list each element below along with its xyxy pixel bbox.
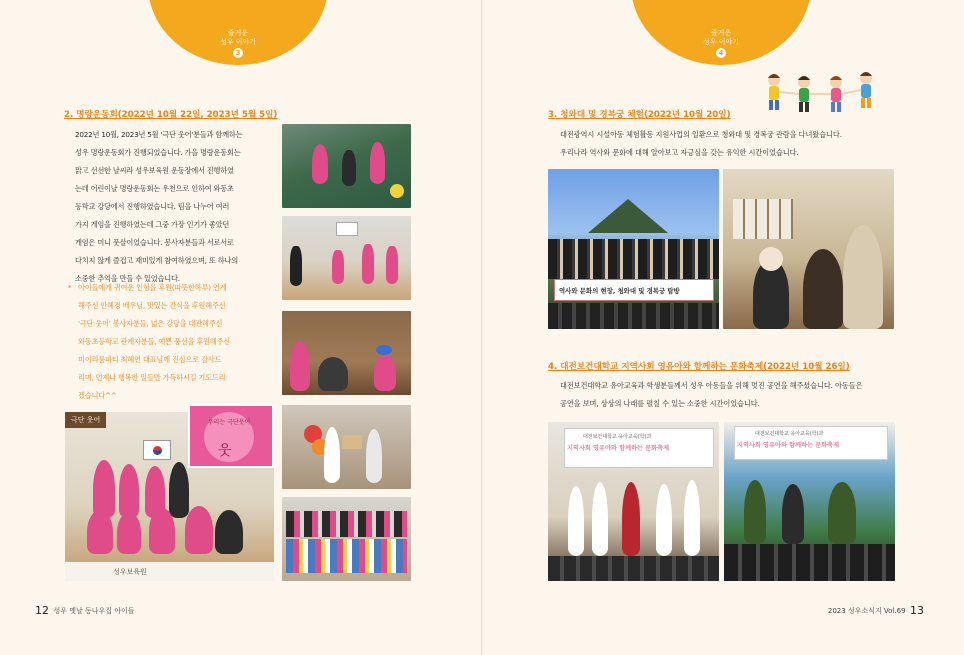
photo-gift-giving [282,405,411,489]
header-number-right: 4 [716,48,726,58]
section3-paragraph [560,126,960,162]
kids-illustration [760,70,890,120]
text-line: 대전보건대학교 유아교육과 학생분들께서 성우 아동들을 위해 멋진 공연을 해주셨습니다. 아동들은 [560,381,863,390]
text-line: 2022년 10월, 2023년 5월 '극단 웃어'분들과 함께하는 [75,130,243,139]
shirt-text: 우리는 극단웃어 [207,419,251,426]
text-line: 공연을 보며, 상상의 나래를 펼칠 수 있는 소중한 시간이었습니다. [560,399,760,408]
trip-banner: 역사와 문화의 현장, 청와대 및 경복궁 탐방 [559,287,680,295]
photo-cheongwadae-group [548,169,719,329]
text-line: 대전광역시 시설아동 체험활동 지원사업의 일환으로 청와대 및 경복궁 관람을 다녀왔습니다. [560,130,842,139]
stage-main-right: 지역사회 영유아와 함께하는 문화축제 [737,442,840,449]
section-header-badge-right [631,0,811,65]
photo-outdoor-game [282,124,411,208]
section3-title-text: 3. 청와대 및 경복궁 체험 [548,110,644,120]
text-line: 성우 명랑운동회가 진행되었습니다. 가을 명랑운동회는 [75,148,241,157]
thanks-note [68,279,273,405]
header-line1: 즐거운 [227,29,249,37]
section-header-badge [148,0,328,65]
section3-title [548,108,731,120]
header-number: 3 [233,48,243,58]
text-line: 다치지 않게 즐겁고 재미있게 참여하였으며, 또 하나의 [75,256,238,265]
section4-paragraph [560,377,960,413]
section4-title [548,360,850,372]
text-line: 겠습니다^^ [78,391,117,400]
text-line: 맑고 선선한 날씨라 성우보육원 운동장에서 진행하였 [75,166,234,175]
right-footer [828,604,924,617]
right-page [482,0,964,655]
right-footer-text: 2023 성우소식지 Vol.69 [827,607,906,615]
header-line2: 성우 이야기 [219,38,257,46]
section-paragraph [75,126,275,288]
text-line: 해주신 안혜경 배우님, 맛있는 간식을 후원해주신 [78,301,226,310]
photo-gym-futsal [282,216,411,300]
stage-top-right: 대전보건대학교 유아교육(학)과 [755,431,824,437]
text-line: 는데 어린이날 명랑운동회는 우천으로 인하여 와동초 [75,184,234,193]
text-line: 소중한 추억을 만들 수 있었습니다. [75,274,180,283]
section-title [64,108,277,120]
section4-date: (2022년 10월 26일) [763,362,850,372]
photo-palace-kids [723,169,894,329]
right-page-number: 13 [910,604,924,617]
header-line2-right: 성우 이야기 [702,38,740,46]
text-line: 가지 게임을 진행하였는데 그중 가장 인기가 좋았던 [75,220,230,229]
left-footer [35,604,135,617]
left-footer-text: 성우 옛날 동나우집 아이들 [53,607,135,615]
photo-group-kids [282,497,411,581]
section-title-text: 2. 명랑운동회 [64,110,118,120]
header-line1-right: 즐거운 [710,29,732,37]
stage-top-left: 대전보건대학교 유아교육(학)과 [583,434,652,440]
section3-date: (2022년 10월 20일) [643,110,731,120]
photo-shirt-logo: 우리는 극단웃어 웃 [188,404,274,468]
text-line: 등학교 강당에서 진행하였습니다. 팀을 나누어 여러 [75,202,230,211]
text-line: 와동초등학교 관계자분들, 예쁜 풍선을 후원해주신 [78,337,231,346]
text-line: 미이리룸파티 최혜연 대표님께 진심으로 감사드 [78,355,222,364]
left-page-number: 12 [35,604,49,617]
text-line: 아이들에게 귀여운 인형을 후원(따뜻한하루) 연계 [78,283,227,292]
text-line: '극단 웃어' 봉사자분들, 넓은 강당을 대관해주신 [78,319,223,328]
photo-snack-time [282,311,411,395]
note-mark: * [68,283,72,292]
photo-festival-performance [724,422,895,581]
section-date: (2022년 10월 22일, 2023년 5월 5일) [117,110,278,120]
text-line: 리며, 언제나 행복한 일들만 가득하시길 기도드리 [78,373,226,382]
banner-text: 성우보육원 [113,568,147,576]
photo-festival-hosts [548,422,719,581]
text-line: 우리나라 역사와 문화에 대해 알아보고 자긍심을 갖는 유익한 시간이었습니다. [560,148,799,157]
stage-main-left: 지역사회 영유아와 함께하는 문화축제 [567,445,670,452]
text-line: 게임은 미니 풋살이었습니다. 봉사자분들과 서로서로 [75,238,234,247]
photo-tag: 극단 웃어 [65,412,106,428]
section4-title-text: 4. 대전보건대학교 지역사회 영유아와 함께하는 문화축제 [548,362,764,372]
